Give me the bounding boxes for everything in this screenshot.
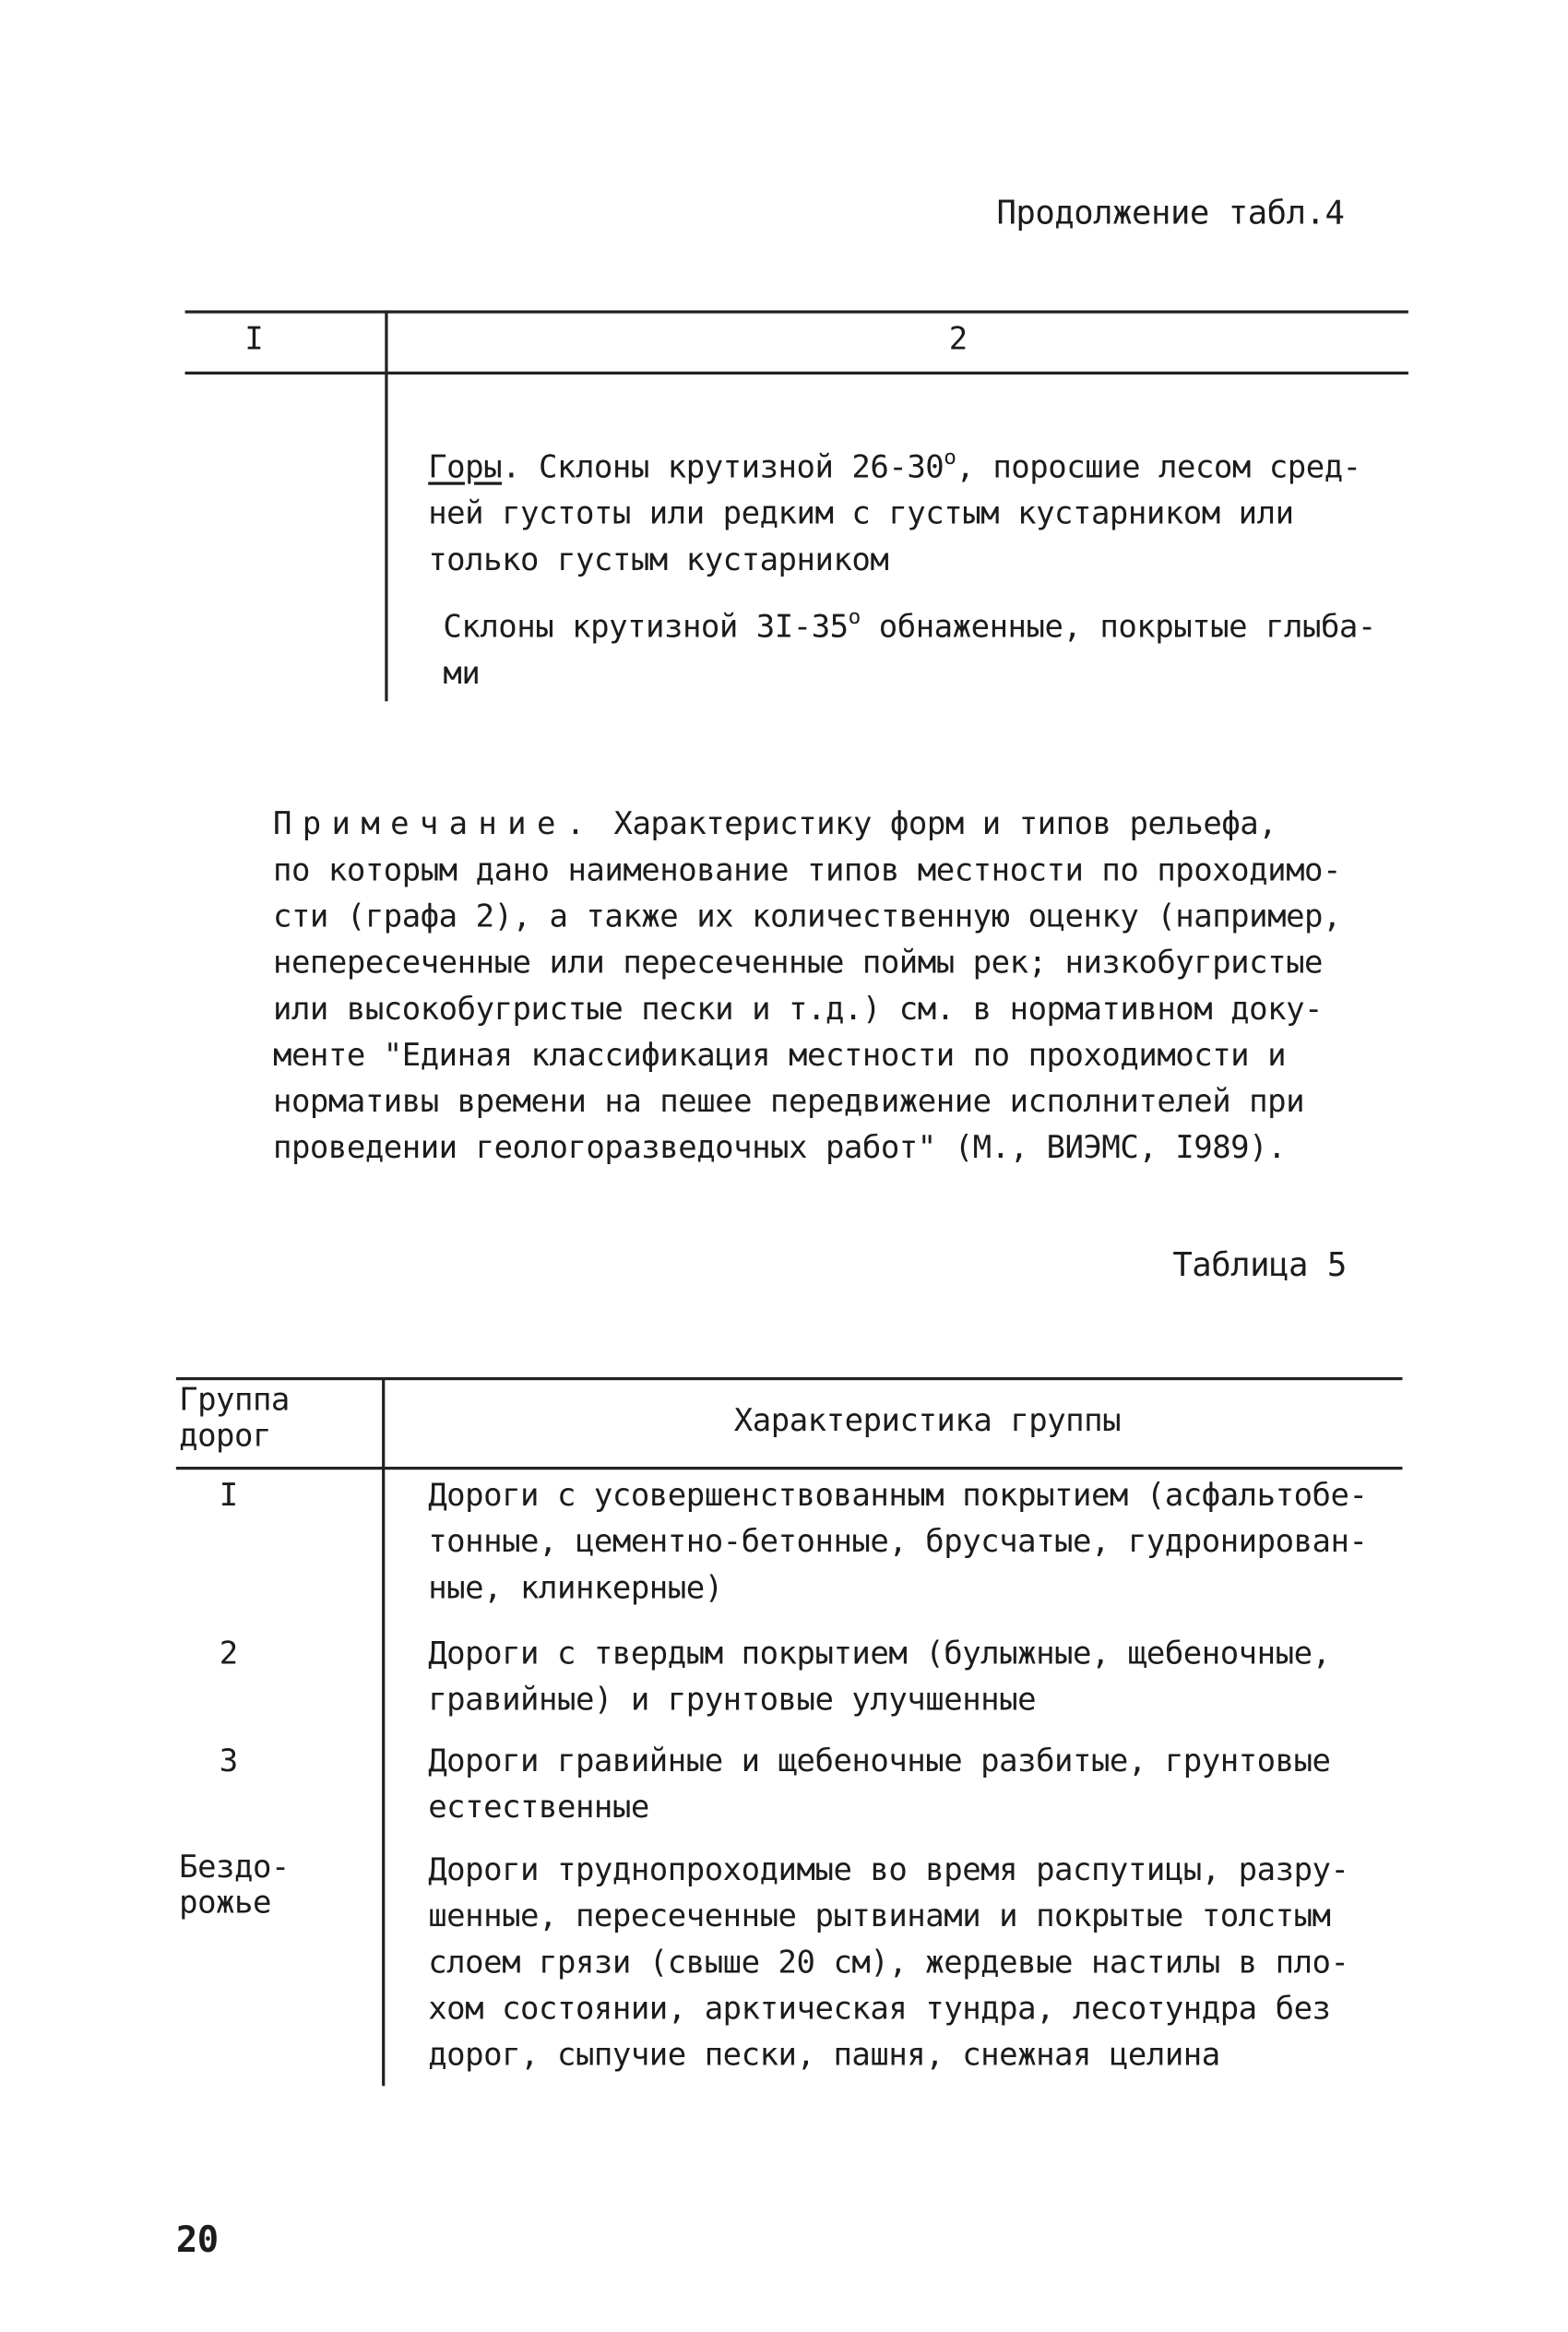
degree-mark: о: [944, 446, 956, 470]
table5-row4-line1: Дороги труднопроходимые во время распутицы, разру-: [428, 1851, 1349, 1888]
table5-header-col1-line2: дорог: [179, 1417, 271, 1454]
table5-header-col2: Характеристика группы: [733, 1402, 1122, 1439]
table5-header-rule: [176, 1467, 1403, 1469]
table5-row3-group: 3: [219, 1743, 238, 1779]
table4-header-col1: I: [244, 320, 264, 357]
table5-row4-line4: хом состоянии, арктическая тундра, лесотундра без: [428, 1990, 1331, 2027]
note-line-8: проведении геологоразведочных работ" (М., ВИЭМС, I989).: [273, 1129, 1287, 1166]
para1-line1-text: . Склоны крутизной 26-30: [502, 448, 944, 485]
table4-para1-line3: только густым кустарником: [428, 541, 889, 577]
table5-row4-group-line1: Бездо-: [179, 1849, 290, 1885]
mountains-label: Горы: [428, 448, 503, 485]
table4-header-col2: 2: [948, 320, 968, 357]
table5-row1-line1: Дороги с усовершенствованным покрытием (асфальтобе-: [428, 1477, 1368, 1514]
table4-top-rule: [185, 310, 1408, 313]
table5-row2-group: 2: [219, 1635, 238, 1672]
table5-row4-group-line2: рожье: [179, 1884, 271, 1921]
note-line-4: непересеченные или пересеченные поймы рек; низкобугристые: [273, 944, 1324, 981]
table4-para1-line1: [428, 445, 1360, 491]
table4-para2-line2: ми: [443, 655, 481, 691]
degree-mark-2: о: [848, 605, 861, 630]
table5-header-col1-line1: Группа: [179, 1381, 290, 1418]
note-line-1: [273, 802, 1277, 848]
table5-column-divider: [382, 1377, 385, 2086]
table5-row4-line3: слоем грязи (свыше 20 см), жердевые настилы в пло-: [428, 1944, 1349, 1981]
table5-row1-group: I: [219, 1477, 238, 1514]
para2-line1-text: Склоны крутизной 3I-35: [443, 608, 849, 645]
note-line-5: или высокобугристые пески и т.д.) см. в нормативном доку-: [273, 991, 1324, 1027]
note-line-3: сти (графа 2), а также их количественную оценку (например,: [273, 898, 1341, 934]
table4-para1-line2: ней густоты или редким с густым кустарником или: [428, 495, 1294, 531]
table5-row4-line5: дорог, сыпучие пески, пашня, снежная целина: [428, 2036, 1220, 2073]
page-number: 20: [175, 2219, 219, 2261]
table5-row2-line1: Дороги с твердым покрытием (булыжные, щебеночные,: [428, 1635, 1331, 1672]
table4-column-divider: [385, 310, 387, 701]
para1-line1-tail: , поросшие лесом сред-: [956, 448, 1361, 485]
note-line1-text: Характеристику форм и типов рельефа,: [595, 805, 1277, 842]
table5-top-rule: [176, 1377, 1403, 1380]
continuation-title: Продолжение табл.4: [996, 195, 1345, 233]
table5-row2-line2: гравийные) и грунтовые улучшенные: [428, 1681, 1037, 1718]
table5-row3-line1: Дороги гравийные и щебеночные разбитые, грунтовые: [428, 1743, 1331, 1779]
table5-row1-line2: тонные, цементно-бетонные, брусчатые, гудронирован-: [428, 1523, 1368, 1560]
table5-title: Таблица 5: [1172, 1247, 1347, 1285]
table5-row1-line3: ные, клинкерные): [428, 1569, 723, 1606]
para2-line1-tail: обнаженные, покрытые глыба-: [860, 608, 1376, 645]
table5-row3-line2: естественные: [428, 1789, 649, 1826]
table4-header-rule: [185, 372, 1408, 375]
note-line-6: менте "Единая классификация местности по проходимости и: [273, 1037, 1287, 1073]
table4-para2-line1: [443, 604, 1375, 650]
note-line-2: по которым дано наименование типов местности по проходимо-: [273, 851, 1341, 888]
table5-row4-line2: шенные, пересеченные рытвинами и покрытые толстым: [428, 1898, 1331, 1934]
note-label: Примечание.: [273, 805, 596, 842]
note-line-7: нормативы времени на пешее передвижение исполнителей при: [273, 1083, 1305, 1120]
